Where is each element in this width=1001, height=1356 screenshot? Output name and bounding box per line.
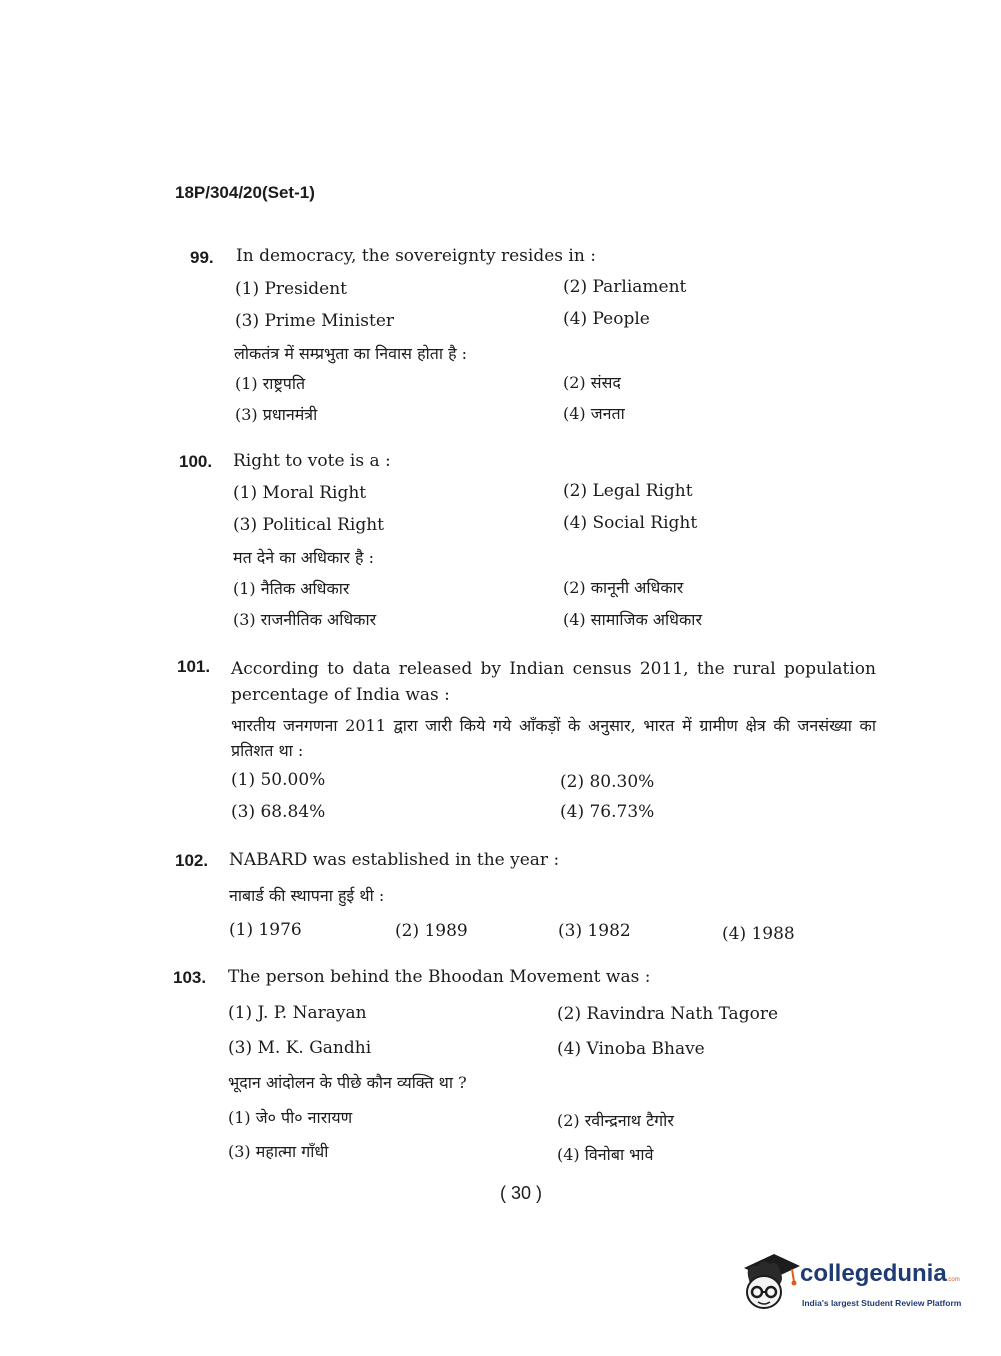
question-text: The person behind the Bhoodan Movement was : (228, 967, 651, 987)
option-4: (4) People (563, 309, 650, 329)
question-text-hindi: मत देने का अधिकार है : (233, 548, 374, 567)
question-text: According to data released by Indian census 2011, the rural population percentage of India was : (231, 659, 876, 705)
option-4-hindi: (4) सामाजिक अधिकार (563, 610, 702, 629)
option-4: (4) Vinoba Bhave (557, 1039, 705, 1059)
question-number: 100. (179, 452, 213, 471)
option-4: (4) 1988 (722, 924, 795, 944)
question-text-hindi: भारतीय जनगणना 2011 द्वारा जारी किये गये आँकड़ों के अनुसार, भारत में ग्रामीण क्षेत्र की जनसंख्या का प्रतिशत था : (231, 716, 876, 760)
collegedunia-watermark (740, 1250, 975, 1320)
option-2-hindi: (2) कानूनी अधिकार (563, 578, 684, 597)
question-number: 102. (175, 851, 209, 870)
option-3: (3) M. K. Gandhi (228, 1038, 372, 1058)
question-number: 103. (173, 968, 207, 987)
brand-tagline: India's largest Student Review Platform (802, 1298, 962, 1308)
option-2: (2) Parliament (563, 277, 687, 297)
option-4-hindi: (4) विनोबा भावे (557, 1145, 654, 1164)
option-4: (4) Social Right (563, 513, 698, 533)
option-3-hindi: (3) राजनीतिक अधिकार (233, 610, 377, 629)
question-text: Right to vote is a : (233, 451, 391, 471)
brand-suffix: .com (946, 1277, 960, 1283)
option-3: (3) Prime Minister (235, 311, 395, 331)
option-4: (4) 76.73% (560, 802, 655, 822)
brand-name: collegedunia (800, 1260, 947, 1287)
question-text: NABARD was established in the year : (229, 850, 560, 870)
option-2: (2) 1989 (395, 921, 468, 941)
option-2: (2) Legal Right (563, 481, 693, 501)
paper-code: 18P/304/20(Set-1) (175, 183, 315, 202)
question-number: 101. (177, 657, 211, 676)
option-3-hindi: (3) महात्मा गाँधी (228, 1142, 329, 1161)
question-text-hindi: नाबार्ड की स्थापना हुई थी : (229, 886, 385, 905)
question-text: In democracy, the sovereignty resides in : (236, 246, 596, 266)
option-1-hindi: (1) राष्ट्रपति (235, 374, 306, 393)
question-text-hindi: लोकतंत्र में सम्प्रभुता का निवास होता है : (234, 344, 468, 363)
option-2: (2) Ravindra Nath Tagore (557, 1004, 778, 1024)
option-2-hindi: (2) संसद (563, 373, 621, 392)
option-3: (3) Political Right (233, 515, 385, 535)
question-number: 99. (190, 248, 214, 267)
option-3: (3) 68.84% (231, 802, 326, 822)
option-1-hindi: (1) नैतिक अधिकार (233, 579, 350, 598)
option-1-hindi: (1) जे० पी० नारायण (228, 1108, 353, 1127)
option-3: (3) 1982 (558, 921, 631, 941)
page-number: ( 30 ) (500, 1183, 543, 1203)
option-3-hindi: (3) प्रधानमंत्री (235, 405, 318, 424)
question-text-hindi: भूदान आंदोलन के पीछे कौन व्यक्ति था ? (228, 1073, 467, 1092)
option-2-hindi: (2) रवीन्द्रनाथ टैगोर (557, 1111, 674, 1130)
option-1: (1) 50.00% (231, 770, 326, 790)
option-1: (1) President (235, 279, 347, 299)
option-1: (1) Moral Right (233, 483, 367, 503)
option-4-hindi: (4) जनता (563, 404, 625, 423)
mascot-icon (740, 1250, 800, 1316)
option-1: (1) 1976 (229, 920, 302, 940)
option-2: (2) 80.30% (560, 772, 655, 792)
option-1: (1) J. P. Narayan (228, 1003, 367, 1023)
